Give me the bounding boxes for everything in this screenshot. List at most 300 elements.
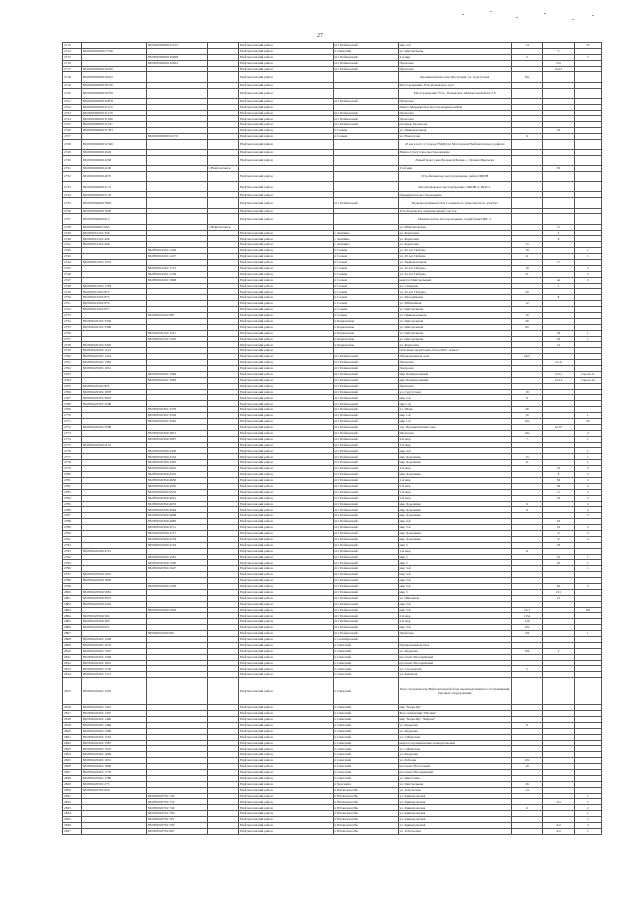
- cadastral-number: 86:08:0020201:1122: [81, 348, 146, 354]
- house-cell: 3/6: [511, 631, 542, 637]
- street-cell: мкр Дорожник: [398, 472, 511, 478]
- row-number: 2760: [63, 354, 82, 360]
- building-cell: 12-А: [543, 360, 574, 366]
- settlement-cell: [333, 172, 398, 182]
- district-cell: Нефтеюганский район: [239, 424, 333, 430]
- building-cell: 15а: [543, 60, 574, 66]
- building-cell: 65: [543, 166, 574, 172]
- district-cell: Нефтеюганский район: [239, 648, 333, 654]
- row-number: 2764: [63, 377, 82, 383]
- district-cell: Нефтеюганский район: [239, 236, 333, 242]
- settlement-cell: пгт Пойковский: [333, 448, 398, 454]
- district-cell: Нефтеюганский район: [239, 501, 333, 507]
- cadastral-number-alt: 86:08:0000000:27212: [146, 43, 207, 49]
- unit-cell: 3: [574, 277, 601, 283]
- cadastral-number: 86:08:0020304:1641: [81, 572, 146, 578]
- cadastral-number-alt: 86:08:0010201:1227: [146, 254, 207, 260]
- building-cell: 4/4: [543, 823, 574, 829]
- row-number: 2812: [63, 660, 82, 666]
- street-cell: проспект Восточный: [398, 764, 511, 770]
- cadastral-number-alt: 86:08:0020304:4668: [146, 513, 207, 519]
- unit-cell: 2: [574, 536, 601, 542]
- row-number: 2835: [63, 817, 82, 823]
- district-cell: Нефтеюганский район: [239, 460, 333, 466]
- settlement-cell: пгт Пойковский: [333, 389, 398, 395]
- building-cell: [543, 72, 574, 82]
- district-cell: Нефтеюганский район: [239, 407, 333, 413]
- cadastral-number-alt: 86:08:0020304:4553: [146, 489, 207, 495]
- district-cell: Нефтеюганский район: [239, 805, 333, 811]
- city-cell: [207, 88, 238, 98]
- street-cell: ул. Новоселов: [398, 134, 511, 140]
- district-cell: Нефтеюганский район: [239, 172, 333, 182]
- cadastral-number: 86:08:0010101:426: [81, 236, 146, 242]
- cadastral-number-alt: 86:08:0020201:1664: [146, 371, 207, 377]
- settlement-cell: пгт Пойковский: [333, 607, 398, 613]
- cadastral-number-alt: 86:08:0020304:4711: [146, 525, 207, 531]
- street-cell: ул. Центральная: [398, 330, 511, 336]
- street-cell: ул. 45 лет Победы: [398, 248, 511, 254]
- cadastral-number: 86:08:0020401:1651: [81, 758, 146, 764]
- cadastral-number: 86:08:0020401:1445: [81, 705, 146, 711]
- street-cell: Промзона: [398, 430, 511, 436]
- street-cell: Промзона: [398, 66, 511, 72]
- row-number: 2738: [63, 224, 82, 230]
- unit-cell: 2: [574, 501, 601, 507]
- district-cell: Нефтеюганский район: [239, 823, 333, 829]
- cadastral-number-alt: 86:08:0020304:4565: [146, 483, 207, 489]
- settlement-cell: пгт Пойковский: [333, 542, 398, 548]
- settlement-cell: пгт Пойковский: [333, 536, 398, 542]
- row-number: 2820: [63, 728, 82, 734]
- cadastral-number-alt: [146, 156, 207, 166]
- settlement-cell: п Сингапай: [333, 775, 398, 781]
- house-cell: 101: [511, 758, 542, 764]
- row-number: 2786: [63, 507, 82, 513]
- building-cell: [543, 214, 574, 224]
- unit-cell: 2: [574, 430, 601, 436]
- row-number: 2724: [63, 116, 82, 122]
- cadastral-number: 86:08:0000000:31186: [81, 116, 146, 122]
- cadastral-number: [81, 828, 146, 834]
- settlement-cell: п Сингапай: [333, 764, 398, 770]
- street-cell: мкр 3-й: [398, 601, 511, 607]
- cadastral-number: 86:08:0010201:876: [81, 301, 146, 307]
- house-cell: 21: [511, 271, 542, 277]
- unit-cell: 1: [574, 554, 601, 560]
- registry-body: [63, 43, 602, 835]
- street-cell: Промзона: [398, 383, 511, 389]
- cadastral-number: 86:08:0020301:3003: [81, 395, 146, 401]
- district-cell: Нефтеюганский район: [239, 259, 333, 265]
- row-number: 2766: [63, 389, 82, 395]
- cadastral-number: 86:08:0000000:27746: [81, 48, 146, 54]
- street-cell: Промзона: [398, 98, 511, 104]
- settlement-cell: п Юганская Обь: [333, 811, 398, 817]
- street-cell: ул. Мамонтовская: [398, 224, 511, 230]
- district-cell: Нефтеюганский район: [239, 139, 333, 149]
- row-number: 2785: [63, 501, 82, 507]
- row-number: 2814: [63, 672, 82, 678]
- district-cell: Нефтеюганский район: [239, 483, 333, 489]
- street-cell: ул. Привокзальная: [398, 128, 511, 134]
- settlement-cell: пгт Пойковский: [333, 613, 398, 619]
- house-cell: 19: [511, 413, 542, 419]
- district-cell: Нефтеюганский район: [239, 758, 333, 764]
- district-cell: Нефтеюганский район: [239, 72, 333, 82]
- settlement-cell: пгт Пойковский: [333, 198, 398, 208]
- cadastral-number: 86:08:0020304:394: [81, 613, 146, 619]
- street-cell: 5-й мкр: [398, 495, 511, 501]
- row-number: 2807: [63, 631, 82, 637]
- row-number: 2810: [63, 648, 82, 654]
- cadastral-number: 86:08:0020401:1702: [81, 666, 146, 672]
- unit-cell: 2: [574, 489, 601, 495]
- cadastral-number-alt: 86:08:0010201:1349: [146, 248, 207, 254]
- row-number: 2729: [63, 150, 82, 156]
- building-cell: 1: [543, 283, 574, 289]
- house-cell: 18: [511, 389, 542, 395]
- district-cell: Нефтеюганский район: [239, 542, 333, 548]
- house-cell: 5: [511, 666, 542, 672]
- cadastral-number-alt: 86:08:0020701:790: [146, 823, 207, 829]
- row-number: 2830: [63, 787, 82, 793]
- district-cell: Нефтеюганский район: [239, 811, 333, 817]
- district-cell: Нефтеюганский район: [239, 48, 333, 54]
- settlement-cell: пгт Пойковский: [333, 578, 398, 584]
- cadastral-number-alt: 86:08:0020304:4717: [146, 530, 207, 536]
- cadastral-number: 86:08:0020401:1715: [81, 672, 146, 678]
- settlement-cell: п Салым: [333, 289, 398, 295]
- district-cell: Нефтеюганский район: [239, 454, 333, 460]
- settlement-cell: п Юганская Обь: [333, 805, 398, 811]
- settlement-cell: с Лемпино: [333, 236, 398, 242]
- cadastral-number-alt: 86:08:0020304:1581: [146, 554, 207, 560]
- cadastral-number-alt: 86:08:0020101:3419: [146, 336, 207, 342]
- unit-cell: 1: [574, 454, 601, 460]
- house-cell: 11: [511, 548, 542, 554]
- house-cell: 16: [511, 764, 542, 770]
- street-cell: ул. Центральная: [398, 324, 511, 330]
- district-cell: Нефтеюганский район: [239, 770, 333, 776]
- unit-cell: 1: [574, 330, 601, 336]
- settlement-cell: п Сингапай: [333, 758, 398, 764]
- cadastral-number: 86:08:0000000:5176: [81, 192, 146, 198]
- district-cell: Нефтеюганский район: [239, 711, 333, 717]
- settlement-cell: пгт Пойковский: [333, 354, 398, 360]
- district-cell: Нефтеюганский район: [239, 717, 333, 723]
- settlement-cell: пгт Пойковский: [333, 419, 398, 425]
- district-cell: Нефтеюганский район: [239, 307, 333, 313]
- row-number: 2719: [63, 82, 82, 88]
- row-number: 2822: [63, 740, 82, 746]
- street-cell: мкр 3-й: [398, 625, 511, 631]
- settlement-cell: пгт Пойковский: [333, 371, 398, 377]
- district-cell: Нефтеюганский район: [239, 828, 333, 834]
- building-cell: 9: [543, 536, 574, 542]
- district-cell: Нефтеюганский район: [239, 722, 333, 728]
- district-cell: Нефтеюганский район: [239, 342, 333, 348]
- cadastral-number: 86:08:0020101:3369: [81, 324, 146, 330]
- settlement-cell: п Юганская Обь: [333, 828, 398, 834]
- cadastral-number-alt: 86:08:0020304:4653: [146, 501, 207, 507]
- street-cell: мкр 1-й: [398, 401, 511, 407]
- settlement-cell: пгт Пойковский: [333, 43, 398, 49]
- house-cell: [511, 678, 542, 705]
- street-cell: ул. 45 лет Победы: [398, 289, 511, 295]
- cadastral-number-alt: 86:08:0020301:3564: [146, 413, 207, 419]
- settlement-cell: пгт Пойковский: [333, 395, 398, 401]
- settlement-cell: п Салым: [333, 265, 398, 271]
- district-cell: Нефтеюганский район: [239, 477, 333, 483]
- house-cell: 8: [511, 395, 542, 401]
- building-cell: 49: [543, 583, 574, 589]
- district-cell: Нефтеюганский район: [239, 787, 333, 793]
- district-cell: Нефтеюганский район: [239, 613, 333, 619]
- street-cell: 15-й мкр: [398, 166, 511, 172]
- row-number: 2771: [63, 419, 82, 425]
- district-cell: Нефтеюганский район: [239, 198, 333, 208]
- settlement-cell: пгт Пойковский: [333, 554, 398, 560]
- street-cell: ул. 45 лет Победы: [398, 254, 511, 260]
- street-cell: Промзона: [398, 360, 511, 366]
- row-number: 2825: [63, 758, 82, 764]
- house-cell: 2: [511, 54, 542, 60]
- district-cell: Нефтеюганский район: [239, 799, 333, 805]
- house-cell: б/н: [511, 72, 542, 82]
- street-cell: площадь Промзона: [398, 122, 511, 128]
- street-cell: ул. Криворожская: [398, 793, 511, 799]
- street-cell: Промышленная база: [398, 642, 511, 648]
- house-cell: [511, 214, 542, 224]
- district-cell: Нефтеюганский район: [239, 583, 333, 589]
- building-cell: 16: [543, 560, 574, 566]
- row-number: 2799: [63, 583, 82, 589]
- city-cell: [207, 139, 238, 149]
- settlement-cell: пгт Пойковский: [333, 377, 398, 383]
- house-cell: 16: [511, 313, 542, 319]
- cadastral-number: 86:08:0000000:30878: [81, 98, 146, 104]
- cadastral-number: 86:08:0000000:5172: [81, 182, 146, 192]
- street-cell: Пывсо-Мардьянское месторождение нефти: [398, 104, 511, 110]
- district-cell: Нефтеюганский район: [239, 383, 333, 389]
- street-cell: мкр Коммунальный: [398, 377, 511, 383]
- district-cell: Нефтеюганский район: [239, 560, 333, 566]
- cadastral-number: 86:08:0020401:1674: [81, 642, 146, 648]
- cadastral-number-alt: 86:08:0020304:3851: [146, 430, 207, 436]
- row-number: 2776: [63, 448, 82, 454]
- district-cell: Нефтеюганский район: [239, 150, 333, 156]
- cadastral-number: 86:08:0010101:356: [81, 230, 146, 236]
- row-number: 2763: [63, 371, 82, 377]
- row-number: 2816: [63, 705, 82, 711]
- district-cell: Нефтеюганский район: [239, 156, 333, 166]
- cadastral-number: 86:08:0020401:1606: [81, 752, 146, 758]
- settlement-cell: пгт Пойковский: [333, 442, 398, 448]
- row-number: 2806: [63, 625, 82, 631]
- district-cell: Нефтеюганский район: [239, 589, 333, 595]
- city-cell: [207, 678, 238, 705]
- unit-cell: [574, 172, 601, 182]
- unit-cell: 1: [574, 254, 601, 260]
- cadastral-number-alt: [146, 214, 207, 224]
- street-cell: ул. Кедровая: [398, 752, 511, 758]
- settlement-cell: п Юганская Обь: [333, 787, 398, 793]
- settlement-cell: пгт Пойковский: [333, 495, 398, 501]
- cadastral-number: 86:08:0000001:963: [81, 224, 146, 230]
- district-cell: Нефтеюганский район: [239, 619, 333, 625]
- building-cell: 59: [543, 483, 574, 489]
- street-cell: мкр 4-й: [398, 448, 511, 454]
- settlement-cell: п Сингапай: [333, 642, 398, 648]
- cadastral-number: 86:08:0000000:7863: [81, 198, 146, 208]
- cadastral-number-alt: 86:08:0020304:4622: [146, 466, 207, 472]
- settlement-cell: пгт Пойковский: [333, 60, 398, 66]
- street-cell: ул. Кедровая: [398, 648, 511, 654]
- house-cell: 115а: [511, 613, 542, 619]
- row-number: 2755: [63, 324, 82, 330]
- row-number: 2750: [63, 295, 82, 301]
- street-cell: Правдинское месторождение: [398, 192, 511, 198]
- unit-cell: [574, 678, 601, 705]
- district-cell: Нефтеюганский район: [239, 728, 333, 734]
- unit-cell: 1: [574, 811, 601, 817]
- settlement-cell: п Сингапай: [333, 728, 398, 734]
- settlement-cell: п Сингапай: [333, 770, 398, 776]
- street-cell: ул. Центральная: [398, 318, 511, 324]
- cadastral-number: 86:08:0000000:4529: [81, 150, 146, 156]
- district-cell: Нефтеюганский район: [239, 110, 333, 116]
- cadastral-number-alt: 86:08:0020304:961: [146, 631, 207, 637]
- street-cell: ул. Криворожская: [398, 799, 511, 805]
- table-row: [63, 198, 602, 208]
- street-cell: Промзона: [398, 116, 511, 122]
- unit-cell: 2: [574, 265, 601, 271]
- district-cell: Нефтеюганский район: [239, 472, 333, 478]
- unit-cell: 1: [574, 336, 601, 342]
- settlement-cell: [333, 214, 398, 224]
- district-cell: Нефтеюганский район: [239, 354, 333, 360]
- street-cell: ул. Криворожская: [398, 811, 511, 817]
- cadastral-number: 86:08:0000000:30756: [81, 88, 146, 98]
- district-cell: Нефтеюганский район: [239, 642, 333, 648]
- street-cell: 2-й мкр: [398, 613, 511, 619]
- settlement-cell: пгт Пойковский: [333, 413, 398, 419]
- settlement-cell: пгт Пойковский: [333, 572, 398, 578]
- building-cell: 4/4: [543, 828, 574, 834]
- cadastral-number: 86:08:0020304:4133: [81, 442, 146, 448]
- row-number: 2754: [63, 318, 82, 324]
- cadastral-number: 86:08:0020304:4721: [81, 548, 146, 554]
- row-number: 2818: [63, 717, 82, 723]
- row-number: 2787: [63, 513, 82, 519]
- table-row: [63, 72, 602, 82]
- cadastral-number-alt: [146, 139, 207, 149]
- street-cell: мкр 5: [398, 554, 511, 560]
- settlement-cell: пгт Пойковский: [333, 360, 398, 366]
- district-cell: Нефтеюганский район: [239, 43, 333, 49]
- street-cell: ул. Школьная: [398, 595, 511, 601]
- district-cell: Нефтеюганский район: [239, 289, 333, 295]
- row-number: 2794: [63, 554, 82, 560]
- row-number: 2788: [63, 519, 82, 525]
- district-cell: Нефтеюганский район: [239, 507, 333, 513]
- row-number: 2714: [63, 48, 82, 54]
- street-cell: проспект Молодёжный: [398, 660, 511, 666]
- cadastral-number: 86:08:0020501:273: [81, 781, 146, 787]
- street-cell: ул. Центральная: [398, 781, 511, 787]
- house-cell: 12: [511, 301, 542, 307]
- settlement-cell: п Салым: [333, 254, 398, 260]
- settlement-cell: п Юганская Обь: [333, 793, 398, 799]
- settlement-cell: п Сингапай: [333, 666, 398, 672]
- row-number: 2777: [63, 454, 82, 460]
- settlement-cell: п Сингапай: [333, 711, 398, 717]
- cadastral-number: 86:08:0020304:931: [81, 625, 146, 631]
- district-cell: Нефтеюганский район: [239, 566, 333, 572]
- house-cell: 14: [511, 787, 542, 793]
- row-number: 2797: [63, 572, 82, 578]
- unit-cell: 2: [574, 530, 601, 536]
- district-cell: Нефтеюганский район: [239, 817, 333, 823]
- district-cell: Нефтеюганский район: [239, 413, 333, 419]
- cadastral-number: 86:08:0000000:913: [81, 214, 146, 224]
- cadastral-number-alt: 86:08:0020701:744: [146, 793, 207, 799]
- row-number: 2795: [63, 560, 82, 566]
- row-number: 2834: [63, 811, 82, 817]
- district-cell: Нефтеюганский район: [239, 430, 333, 436]
- street-cell: Усть-Балыкское лицензионный участок: [398, 208, 511, 214]
- row-number: 2739: [63, 230, 82, 236]
- settlement-cell: п Сингапай: [333, 717, 398, 723]
- settlement-cell: п Сингапай: [333, 48, 398, 54]
- row-number: 2827: [63, 770, 82, 776]
- building-cell: 11: [543, 224, 574, 230]
- row-number: 2720: [63, 88, 82, 98]
- settlement-cell: [333, 156, 398, 166]
- district-cell: Нефтеюганский район: [239, 116, 333, 122]
- street-cell: 5-й мкр: [398, 483, 511, 489]
- district-cell: Нефтеюганский район: [239, 419, 333, 425]
- cadastral-number-alt: 86:08:0010201:887: [146, 313, 207, 319]
- district-cell: Нефтеюганский район: [239, 595, 333, 601]
- district-cell: Нефтеюганский район: [239, 746, 333, 752]
- district-cell: Нефтеюганский район: [239, 214, 333, 224]
- cadastral-number-alt: 86:08:0020304:1590: [146, 560, 207, 566]
- street-cell: мкр Дорожник: [398, 507, 511, 513]
- settlement-cell: п Сингапай: [333, 740, 398, 746]
- unit-cell: 1: [574, 566, 601, 572]
- cadastral-number-alt: 86:08:0020701:749: [146, 805, 207, 811]
- row-number: 2723: [63, 110, 82, 116]
- street-cell: мкр 3-й: [398, 572, 511, 578]
- unit-cell: 2: [574, 525, 601, 531]
- house-cell: 14: [511, 43, 542, 49]
- house-cell: 11: [511, 254, 542, 260]
- settlement-cell: п Сингапай: [333, 672, 398, 678]
- house-cell: [511, 828, 542, 834]
- street-cell: проспект Молодёжный: [398, 654, 511, 660]
- city-cell: [207, 182, 238, 192]
- street-cell: Промзона: [398, 631, 511, 637]
- row-number: 2772: [63, 424, 82, 430]
- table-row: [63, 172, 602, 182]
- building-cell: [543, 182, 574, 192]
- building-cell: 16: [543, 466, 574, 472]
- house-cell: 7: [511, 436, 542, 442]
- house-cell: 9: [511, 134, 542, 140]
- settlement-cell: п Салым: [333, 295, 398, 301]
